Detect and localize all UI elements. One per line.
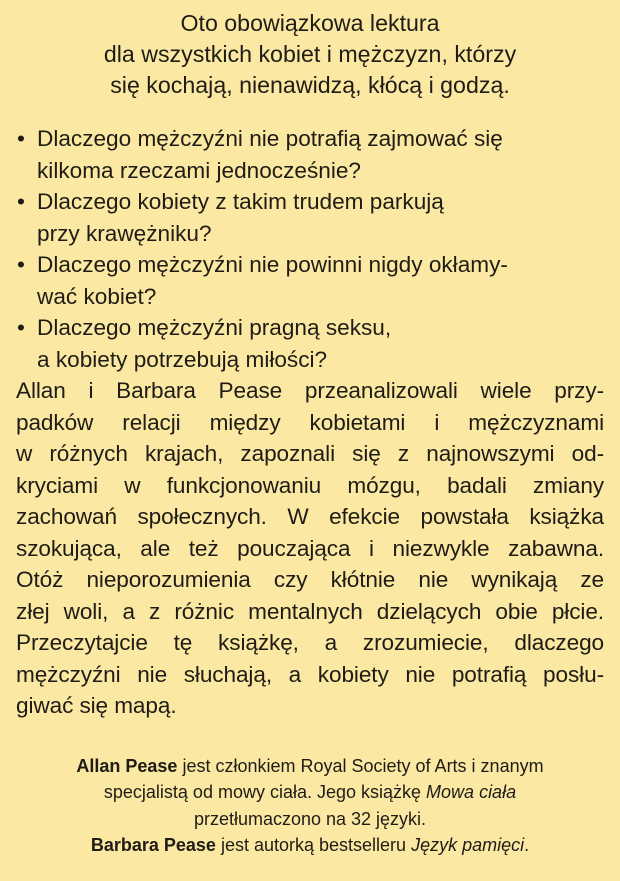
barbara-bio-end: . (524, 835, 530, 855)
allan-bio-line (16, 753, 604, 780)
description-line: Allan i Barbara Pease przeanalizowali wiele przy- (16, 378, 604, 403)
bullet-icon: • (17, 315, 25, 340)
bullet-icon: • (17, 252, 25, 277)
barbara-bio-line (16, 832, 604, 859)
question-line: wać kobiet? (37, 283, 157, 309)
description-line: zachowań społecznych. W efekcie powstała książka (16, 504, 604, 529)
description-line: giwać się mapą. (16, 693, 177, 718)
barbara-bio-text: jest autorką bestselleru (215, 835, 412, 855)
allan-book-title: Mowa ciała (426, 782, 517, 802)
allan-bio-line (16, 779, 604, 806)
intro-line: się kochają, nienawidzą, kłócą i godzą. (110, 72, 510, 98)
question-line: a kobiety potrzebują miłości? (37, 346, 328, 372)
intro-line: dla wszystkich kobiet i mężczyzn, którzy (103, 41, 517, 67)
question-item (16, 186, 604, 249)
question-line: Dlaczego kobiety z takim trudem parkują (37, 189, 444, 214)
intro-heading (16, 8, 604, 101)
description-line: Przeczytajcie tę książkę, a zrozumiecie, dlaczego (16, 630, 604, 655)
question-line: Dlaczego mężczyźni nie potrafią zajmować się (37, 126, 503, 151)
description-line: kryciami w funkcjonowaniu mózgu, badali zmiany (16, 472, 604, 498)
allan-bio-line: przetłumaczono na 32 języki. (193, 808, 427, 829)
description-line: mężczyźni nie słuchają, a kobiety nie potrafią posłu- (16, 661, 604, 687)
description-line: szokująca, ale też pouczająca i niezwykle zabawna. (16, 535, 604, 561)
barbara-book-title: Język pamięci (411, 835, 525, 855)
author-bios (16, 753, 604, 859)
description-line: Otóż nieporozumienia czy kłótnie nie wynikają ze (16, 567, 604, 592)
question-line: Dlaczego mężczyźni pragną seksu, (37, 315, 392, 340)
question-line: przy krawężniku? (37, 220, 212, 246)
barbara-name: Barbara Pease (90, 835, 216, 855)
description-line: w różnych krajach, zapoznali się z najnowszymi od- (16, 441, 604, 466)
allan-name: Allan Pease (76, 755, 178, 776)
question-list (16, 123, 604, 375)
intro-line: Oto obowiązkowa lektura (180, 10, 440, 36)
question-line: Dlaczego mężczyźni nie powinni nigdy okłamy- (37, 252, 508, 277)
question-item (16, 249, 604, 312)
allan-bio-text: specjalistą od mowy ciała. Jego książkę (103, 782, 427, 802)
description-paragraph (16, 375, 604, 722)
question-item (16, 312, 604, 375)
allan-bio-text: jest członkiem Royal Society of Arts i znanym (177, 755, 544, 776)
bullet-icon: • (17, 126, 25, 151)
question-line: kilkoma rzeczami jednocześnie? (37, 157, 361, 183)
bullet-icon: • (17, 189, 25, 214)
description-line: złej woli, a z różnic mentalnych dzielących obie płcie. (16, 598, 604, 624)
question-item (16, 123, 604, 186)
description-line: padków relacji między kobietami i mężczyznami (16, 409, 604, 435)
